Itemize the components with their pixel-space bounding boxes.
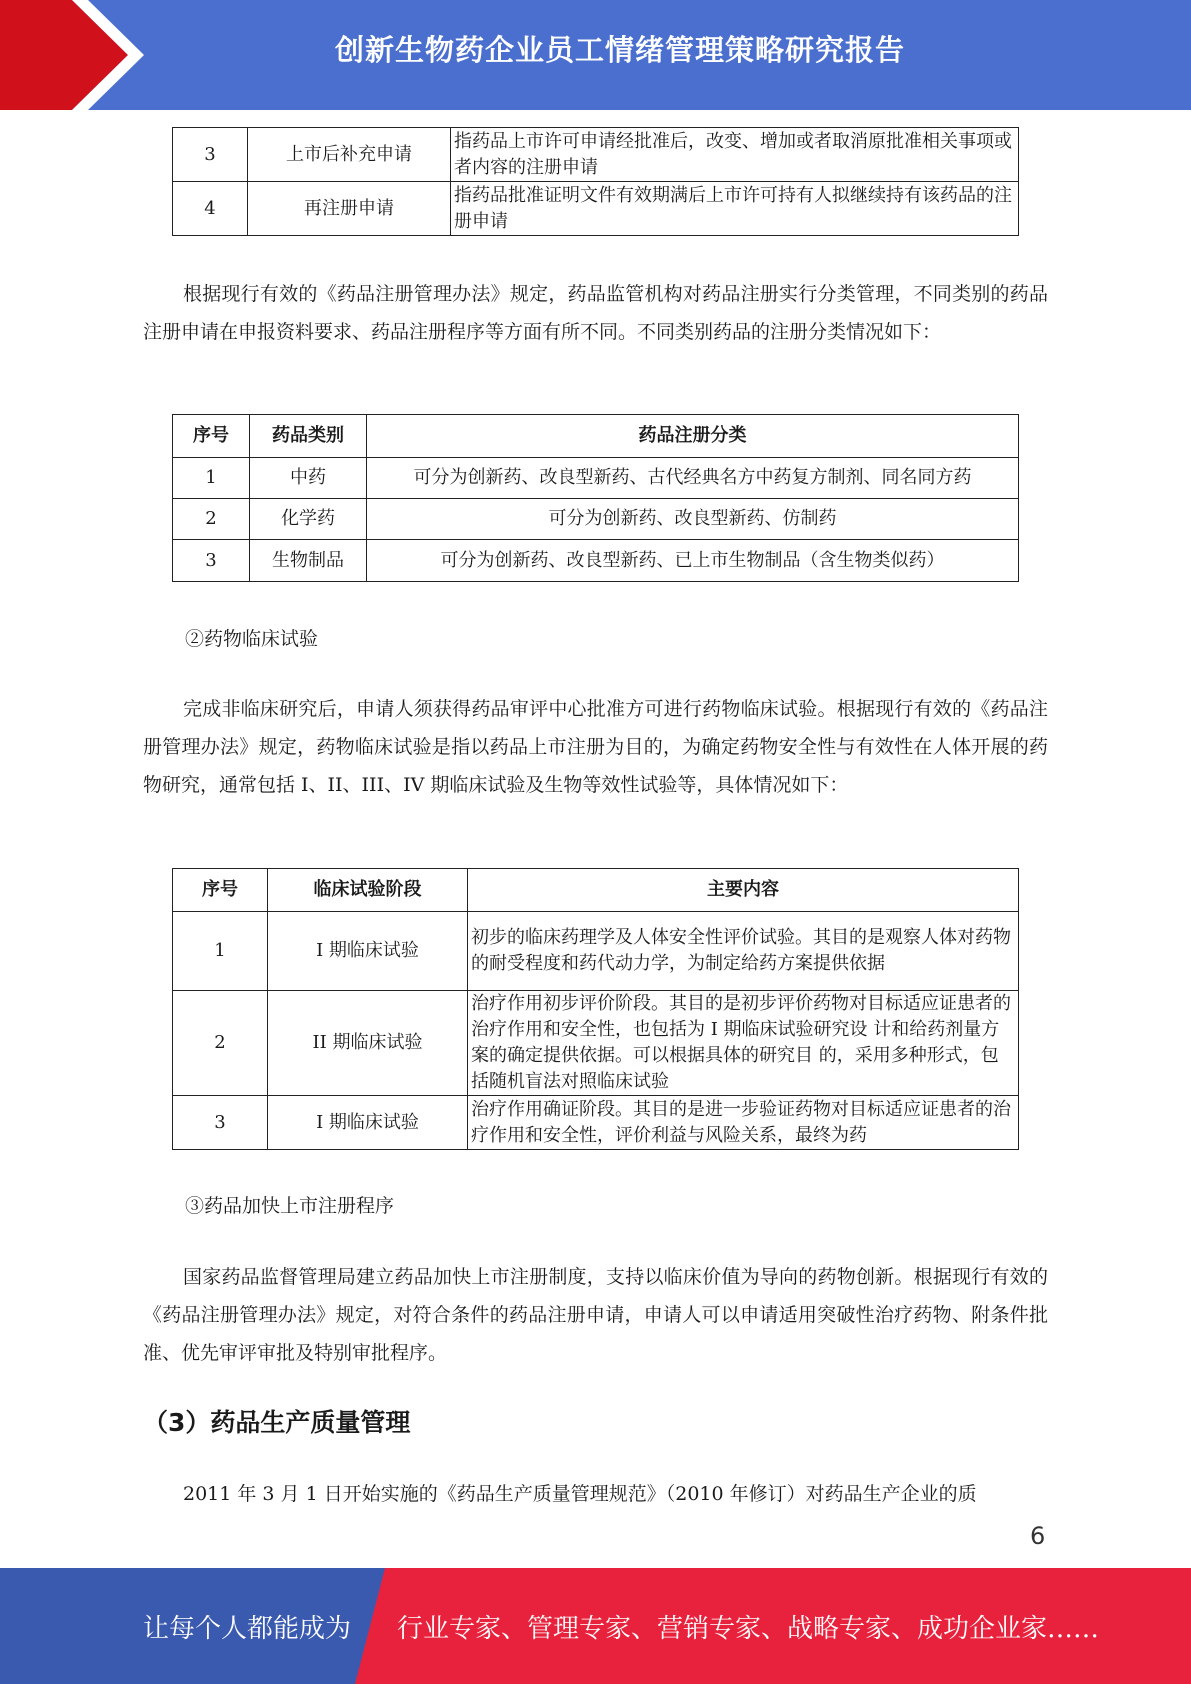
page-header xyxy=(0,0,1191,110)
table-cell-category: 化学药 xyxy=(250,499,367,540)
page-footer xyxy=(0,1568,1191,1684)
table-cell-no: 3 xyxy=(173,1096,268,1150)
table-header-no: 序号 xyxy=(173,869,268,912)
table-cell-no: 4 xyxy=(173,182,248,236)
table-header-no: 序号 xyxy=(173,415,250,458)
table-row xyxy=(173,1096,1019,1150)
table-row xyxy=(173,128,1019,182)
table-cell-no: 1 xyxy=(173,458,250,499)
table-row xyxy=(173,540,1019,582)
table-cell-stage: I 期临床试验 xyxy=(268,912,468,991)
clinical-trial-table xyxy=(172,868,1019,1150)
registration-type-table xyxy=(172,127,1019,236)
paragraph-accelerated-registration: 国家药品监督管理局建立药品加快上市注册制度，支持以临床价值为导向的药物创新。根据现行有效的《药品注册管理办法》规定，对符合条件的药品注册申请，申请人可以申请适用突破性治疗药物、附条件批准、优先审评审批及特别审批程序。 xyxy=(143,1266,1048,1364)
table-cell-no: 2 xyxy=(173,499,250,540)
drug-category-table xyxy=(172,414,1019,582)
table-cell-content: 治疗作用初步评价阶段。其目的是初步评价药物对目标适应证患者的治疗作用和安全性，也包括为 I 期临床试验研究设 计和给药剂量方案的确定提供依据。可以根据具体的研究目 的，采用多种形式，包括随机盲法对照临床试验 xyxy=(468,991,1019,1096)
table-cell-no: 3 xyxy=(173,128,248,182)
table-cell-name: 上市后补充申请 xyxy=(248,128,451,182)
table-row xyxy=(173,182,1019,236)
table-row xyxy=(173,499,1019,540)
page-number: 6 xyxy=(1030,1522,1046,1550)
paragraph-clinical-trial: 完成非临床研究后，申请人须获得药品审评中心批准方可进行药物临床试验。根据现行有效的《药品注册管理办法》规定，药物临床试验是指以药品上市注册为目的，为确定药物安全性与有效性在人体开展的药物研究，通常包括 I、II、III、IV 期临床试验及生物等效性试验等，具体情况如下： xyxy=(143,698,1048,796)
table-cell-category: 生物制品 xyxy=(250,540,367,582)
paragraph-gmp: 2011 年 3 月 1 日开始实施的《药品生产质量管理规范》（2010 年修订）对药品生产企业的质 xyxy=(183,1483,977,1505)
table-header-category: 药品类别 xyxy=(250,415,367,458)
table-row xyxy=(173,991,1019,1096)
table-cell-name: 再注册申请 xyxy=(248,182,451,236)
table-cell-stage: I 期临床试验 xyxy=(268,1096,468,1150)
table-cell-classification: 可分为创新药、改良型新药、古代经典名方中药复方制剂、同名同方药 xyxy=(367,458,1019,499)
table-header-row xyxy=(173,415,1019,458)
subheading-clinical-trial: ②药物临床试验 xyxy=(185,628,319,650)
table-header-row xyxy=(173,869,1019,912)
table-header-stage: 临床试验阶段 xyxy=(268,869,468,912)
table-row xyxy=(173,458,1019,499)
table-cell-desc: 指药品批准证明文件有效期满后上市许可持有人拟继续持有该药品的注册申请 xyxy=(451,182,1019,236)
table-cell-content: 初步的临床药理学及人体安全性评价试验。其目的是观察人体对药物的耐受程度和药代动力学，为制定给药方案提供依据 xyxy=(468,912,1019,991)
table-row xyxy=(173,912,1019,991)
table-cell-classification: 可分为创新药、改良型新药、仿制药 xyxy=(367,499,1019,540)
table-cell-classification: 可分为创新药、改良型新药、已上市生物制品（含生物类似药） xyxy=(367,540,1019,582)
paragraph-registration-classification: 根据现行有效的《药品注册管理办法》规定，药品监管机构对药品注册实行分类管理，不同类别的药品注册申请在申报资料要求、药品注册程序等方面有所不同。不同类别药品的注册分类情况如下： xyxy=(143,283,1048,343)
document-title: 创新生物药企业员工情绪管理策略研究报告 xyxy=(334,33,905,67)
table-cell-no: 2 xyxy=(173,991,268,1096)
footer-slogan-right: 行业专家、管理专家、营销专家、战略专家、成功企业家…… xyxy=(397,1614,1100,1644)
table-header-content: 主要内容 xyxy=(468,869,1019,912)
header-red-arrow xyxy=(0,0,150,110)
table-header-classification: 药品注册分类 xyxy=(367,415,1019,458)
table-cell-no: 1 xyxy=(173,912,268,991)
table-cell-desc: 指药品上市许可申请经批准后，改变、增加或者取消原批准相关事项或者内容的注册申请 xyxy=(451,128,1019,182)
table-cell-category: 中药 xyxy=(250,458,367,499)
table-cell-stage: II 期临床试验 xyxy=(268,991,468,1096)
section-heading: （3）药品生产质量管理 xyxy=(143,1408,411,1437)
table-cell-no: 3 xyxy=(173,540,250,582)
table-cell-content: 治疗作用确证阶段。其目的是进一步验证药物对目标适应证患者的治疗作用和安全性，评价利益与风险关系，最终为药 xyxy=(468,1096,1019,1150)
footer-slogan-left: 让每个人都能成为 xyxy=(143,1614,352,1644)
subheading-accelerated-registration: ③药品加快上市注册程序 xyxy=(185,1195,395,1217)
